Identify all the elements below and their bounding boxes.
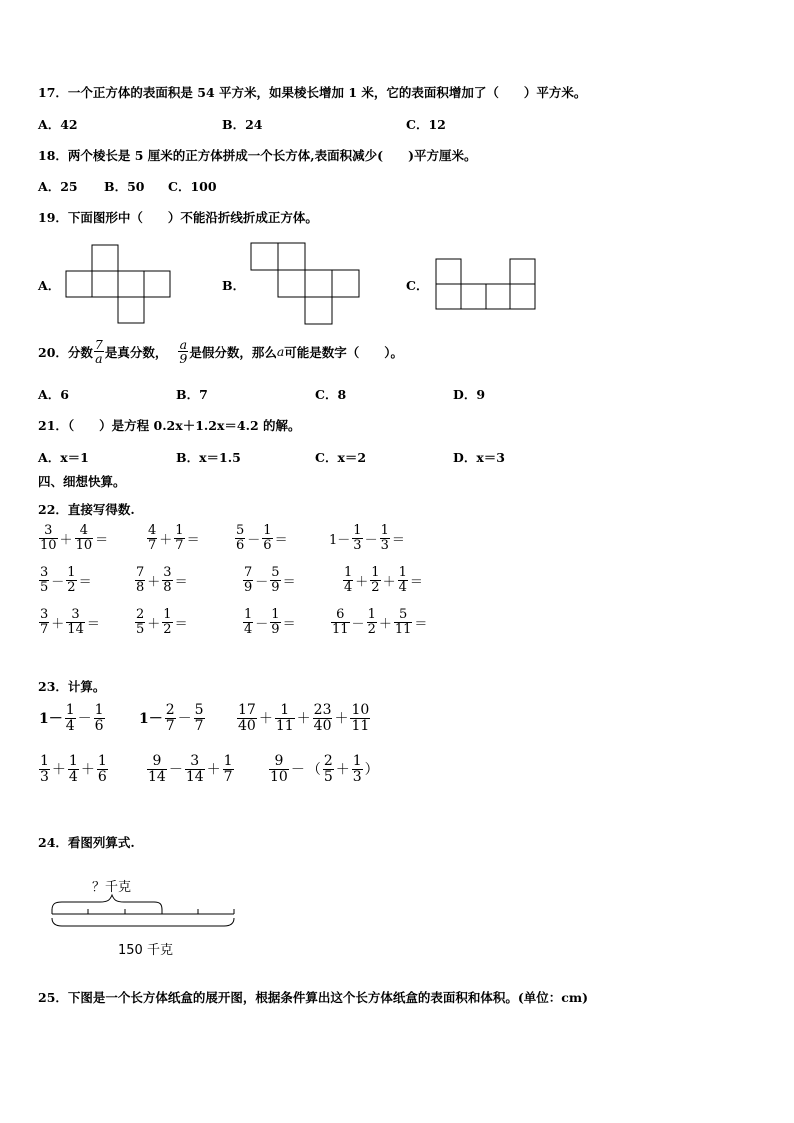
- q17-option-c: C．12: [406, 117, 446, 132]
- frac-den: 5: [40, 579, 49, 595]
- equals-sign: ＝: [391, 532, 405, 548]
- minus-sign: －: [255, 574, 269, 590]
- plus-sign: ＋: [378, 616, 392, 632]
- minus-sign: －: [290, 762, 305, 779]
- frac-den: 2: [367, 621, 376, 637]
- plus-sign: ＋: [147, 574, 161, 590]
- frac-num: 23: [313, 702, 332, 718]
- q22-expr-11: [242, 608, 297, 636]
- q22-expr-7: [242, 566, 297, 594]
- plus-sign: ＋: [382, 574, 396, 590]
- one-minus: 1－: [329, 532, 351, 548]
- frac-num: 1: [367, 607, 376, 622]
- frac-den: 6: [263, 537, 272, 553]
- q17-option-b: B．24: [222, 117, 263, 132]
- frac-num: 5: [271, 565, 280, 580]
- frac-num: 1: [67, 565, 76, 580]
- q23-expr-3: [236, 703, 371, 733]
- frac-num: 5: [194, 702, 204, 718]
- q18-option-a: A．25: [38, 179, 78, 194]
- frac-num: 1: [94, 702, 104, 718]
- frac-num: 1: [223, 753, 233, 769]
- q21-option-d: D．x＝3: [453, 450, 505, 465]
- frac-num: 1: [353, 523, 362, 538]
- frac-num: 3: [40, 565, 49, 580]
- q19-option-a: A．: [38, 278, 61, 293]
- cube-net-c: [432, 255, 540, 313]
- frac-num: 1: [175, 523, 184, 538]
- equals-sign: ＝: [186, 532, 200, 548]
- q18-text: 18．两个棱长是 5 厘米的正方体拼成一个长方体,表面积减少( )平方厘米。: [38, 148, 477, 163]
- q23-expr-4: [38, 754, 109, 784]
- q20-var: a: [276, 344, 285, 360]
- q17-option-a: A．42: [38, 117, 78, 132]
- equals-sign: ＝: [174, 616, 188, 632]
- frac-den: 5: [136, 621, 145, 637]
- right-paren: ）: [364, 762, 379, 779]
- frac-den: 4: [68, 768, 78, 785]
- frac-den: 11: [275, 717, 294, 734]
- plus-sign: ＋: [59, 532, 73, 548]
- frac-den: 10: [270, 768, 288, 785]
- q20-option-d: D．9: [453, 387, 486, 402]
- frac-den: 7: [40, 621, 49, 637]
- q24-top-label: ？千克: [92, 880, 132, 895]
- frac-num: 3: [163, 565, 172, 580]
- frac-num: 3: [185, 754, 205, 770]
- frac-den: 10: [75, 537, 93, 553]
- frac-den: 2: [371, 579, 380, 595]
- cube-net-b: [245, 238, 365, 330]
- q19-option-b: B．: [222, 278, 246, 293]
- frac-den: 8: [136, 579, 145, 595]
- plus-sign: ＋: [159, 532, 173, 548]
- frac-num: 3: [39, 524, 58, 539]
- q20-mid2: 是假分数，那么: [189, 344, 277, 360]
- frac-den: 4: [65, 717, 75, 734]
- minus-sign: －: [177, 711, 192, 728]
- plus-sign: ＋: [51, 762, 66, 779]
- frac-num: 1: [65, 702, 75, 718]
- left-paren: （: [306, 762, 321, 779]
- frac-num: 1: [97, 753, 107, 769]
- frac-num: 9: [269, 754, 289, 770]
- frac-den: 9: [244, 579, 253, 595]
- frac-den: 3: [380, 537, 389, 553]
- frac-num: 1: [344, 565, 353, 580]
- frac-den: 2: [163, 621, 172, 637]
- frac-den: 6: [97, 768, 107, 785]
- plus-sign: ＋: [335, 762, 350, 779]
- frac-den: 14: [185, 768, 204, 785]
- q22-expr-10: [134, 608, 189, 636]
- frac-den: 3: [353, 537, 362, 553]
- frac-den: 4: [244, 621, 253, 637]
- one-minus: 1－: [139, 711, 163, 728]
- frac-num: 1: [40, 753, 49, 769]
- q20-option-a: A．6: [38, 387, 69, 402]
- frac-num: 1: [263, 523, 272, 538]
- frac-num: 17: [238, 702, 256, 718]
- frac-den: 3: [40, 768, 49, 785]
- q18-option-c: C．100: [168, 179, 217, 194]
- one-minus: 1－: [39, 711, 63, 728]
- minus-sign: －: [255, 616, 269, 632]
- plus-sign: ＋: [334, 711, 349, 728]
- frac-num: 4: [75, 524, 94, 539]
- q21-option-a: A．x＝1: [38, 450, 89, 465]
- q23-expr-5: [146, 754, 235, 784]
- frac-den: 7: [194, 717, 204, 734]
- frac-den: 11: [351, 717, 370, 734]
- plus-sign: ＋: [206, 762, 221, 779]
- plus-sign: ＋: [296, 711, 311, 728]
- frac-num: 2: [165, 702, 175, 718]
- frac-den: 7: [148, 537, 157, 553]
- q21-text: 21．（ ）是方程 0.2x＋1.2x＝4.2 的解。: [38, 418, 301, 433]
- equals-sign: ＝: [282, 574, 296, 590]
- frac-den: 6: [236, 537, 245, 553]
- q24-title: 24．看图列算式.: [38, 835, 135, 850]
- equals-sign: ＝: [409, 574, 423, 590]
- q20-stem: [38, 338, 403, 365]
- q22-expr-1: [38, 524, 109, 552]
- q24-line-diagram: [48, 892, 238, 940]
- q23-title: 23．计算。: [38, 679, 106, 694]
- frac-num: 2: [136, 607, 145, 622]
- frac-num: 1: [163, 607, 172, 622]
- minus-sign: －: [51, 574, 65, 590]
- minus-sign: －: [77, 711, 92, 728]
- q22-expr-9: [38, 608, 101, 636]
- frac-den: 14: [67, 621, 84, 637]
- frac-den: 7: [165, 717, 175, 734]
- frac-num: 10: [351, 702, 370, 718]
- frac-num: 1: [352, 753, 362, 769]
- q24-bottom-label: 150 千克: [118, 943, 173, 958]
- frac-den: 7: [175, 537, 184, 553]
- q20-fraction-1: [94, 338, 104, 365]
- frac-num: 4: [148, 523, 157, 538]
- frac-den: 10: [40, 537, 57, 553]
- frac-num: 7: [136, 565, 145, 580]
- q22-expr-4: [328, 524, 406, 552]
- q19-option-c: C．: [406, 278, 429, 293]
- frac-den: 4: [344, 579, 353, 595]
- plus-sign: ＋: [80, 762, 95, 779]
- frac-num: 2: [323, 753, 333, 769]
- frac-den: 9: [271, 579, 280, 595]
- equals-sign: ＝: [174, 574, 188, 590]
- frac-num: 3: [66, 608, 85, 623]
- q18-option-b: B．50: [104, 179, 145, 194]
- equals-sign: ＝: [78, 574, 92, 590]
- q23-expr-1: [38, 703, 106, 733]
- q20-tail: 可能是数字（ ）。: [284, 344, 404, 360]
- frac-den: 11: [394, 621, 412, 637]
- q25-text: 25．下图是一个长方体纸盒的展开图，根据条件算出这个长方体纸盒的表面积和体积。(单位：cm): [38, 990, 589, 1005]
- plus-sign: ＋: [258, 711, 273, 728]
- equals-sign: ＝: [86, 616, 100, 632]
- q20-option-b: B．7: [176, 387, 208, 402]
- q22-title: 22．直接写得数.: [38, 502, 135, 517]
- q22-expr-2: [146, 524, 201, 552]
- frac-num: 1: [244, 607, 253, 622]
- q22-expr-6: [134, 566, 189, 594]
- frac-num: 9: [147, 754, 167, 770]
- frac-den: 9: [271, 621, 280, 637]
- q19-text: 19．下面图形中（ ）不能沿折线折成正方体。: [38, 210, 318, 225]
- frac-den: 14: [148, 768, 166, 785]
- frac-den: 5: [323, 768, 333, 785]
- minus-sign: －: [364, 532, 378, 548]
- plus-sign: ＋: [147, 616, 161, 632]
- frac-den: 6: [94, 717, 104, 734]
- q22-expr-5: [38, 566, 93, 594]
- q23-expr-2: [138, 703, 206, 733]
- frac-den: 40: [238, 717, 256, 734]
- frac-num: 6: [331, 608, 350, 623]
- frac-num: 5: [394, 608, 413, 623]
- frac-den: 3: [352, 768, 362, 785]
- q17-text: 17．一个正方体的表面积是 54 平方米，如果棱长增加 1 米，它的表面积增加了（ ）平方米。: [38, 85, 587, 100]
- frac-num: 7: [244, 565, 253, 580]
- minus-sign: －: [351, 616, 365, 632]
- equals-sign: ＝: [282, 616, 296, 632]
- q22-expr-3: [234, 524, 289, 552]
- q23-expr-6: [268, 754, 380, 784]
- q20-mid1: 是真分数，: [104, 344, 168, 360]
- equals-sign: ＝: [414, 616, 428, 632]
- frac-num: 1: [275, 703, 295, 719]
- frac-num: 1: [380, 523, 389, 538]
- q21-option-c: C．x＝2: [315, 450, 367, 465]
- frac-den: 7: [223, 768, 233, 785]
- frac-num: 1: [271, 607, 280, 622]
- minus-sign: －: [168, 762, 183, 779]
- minus-sign: －: [247, 532, 261, 548]
- frac-den: 2: [67, 579, 76, 595]
- q20-frac1-den: a: [95, 351, 103, 367]
- frac-num: 1: [68, 753, 78, 769]
- frac-den: 4: [398, 579, 407, 595]
- plus-sign: ＋: [355, 574, 369, 590]
- plus-sign: ＋: [51, 616, 65, 632]
- q20-frac2-num: a: [179, 337, 188, 352]
- q21-option-b: B．x＝1.5: [176, 450, 241, 465]
- frac-num: 5: [236, 523, 245, 538]
- q20-frac1-num: 7: [94, 337, 103, 352]
- q22-expr-12: [330, 608, 428, 636]
- q20-option-c: C．8: [315, 387, 347, 402]
- frac-num: 1: [398, 565, 407, 580]
- q20-fraction-2: [178, 338, 188, 365]
- q22-expr-8: [342, 566, 424, 594]
- q20-frac2-den: 9: [179, 351, 188, 367]
- frac-num: 3: [40, 607, 49, 622]
- equals-sign: ＝: [95, 532, 109, 548]
- frac-den: 40: [313, 717, 332, 734]
- frac-den: 11: [332, 621, 349, 637]
- equals-sign: ＝: [274, 532, 288, 548]
- frac-num: 1: [371, 565, 380, 580]
- q20-num: 20．分数: [38, 344, 93, 360]
- frac-den: 8: [163, 579, 172, 595]
- section-4-heading: 四、细想快算。: [38, 474, 126, 489]
- cube-net-a: [60, 240, 180, 330]
